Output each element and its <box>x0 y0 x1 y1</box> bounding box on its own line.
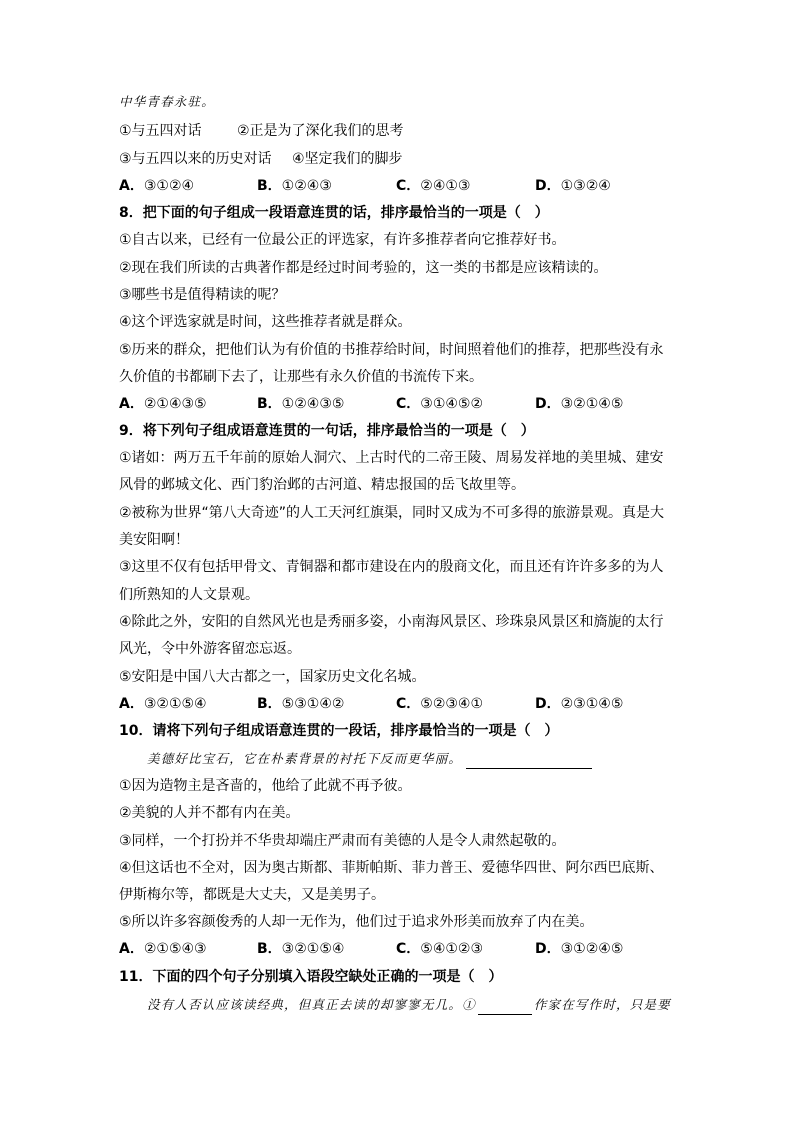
q11-blank-1[interactable] <box>478 1000 532 1015</box>
q8-sentence-3: ③哪些书是值得精读的呢？ <box>119 287 286 303</box>
q7-option-d[interactable]: D．①③②④ <box>535 178 611 194</box>
q11-stem: 11．下面的四个句子分别填入语段空缺处正确的一项是（ ） <box>119 969 503 985</box>
q7-option-a[interactable]: A．③①②④ <box>119 178 195 194</box>
q7-item-4: ④坚定我们的脚步 <box>292 151 403 167</box>
q9-sentence-4a: ④除此之外，安阳的自然风光也是秀丽多姿，小南海风景区、珍珠泉风景区和旖旎的太行 <box>119 614 664 630</box>
q7-item-3: ③与五四以来的历史对话 <box>119 151 272 167</box>
q11-lead-text-b: 作家在写作时，只是要 <box>533 997 671 1012</box>
q7-item-row-2 <box>119 149 679 169</box>
q9-stem: 9．将下列句子组成语意连贯的一句话，排序最恰当的一项是（ ） <box>119 423 535 439</box>
q10-option-a[interactable]: A．②①⑤④③ <box>119 941 207 957</box>
q8-option-a[interactable]: A．②①④③⑤ <box>119 396 207 412</box>
q9-sentence-2b: 美安阳啊！ <box>119 532 189 548</box>
q10-stem: 10．请将下列句子组成语意连贯的一段话，排序最恰当的一项是（ ） <box>119 723 559 739</box>
q8-option-d[interactable]: D．③②①④⑤ <box>535 396 624 412</box>
q9-option-d[interactable]: D．②③①④⑤ <box>535 696 624 712</box>
q8-option-b[interactable]: B．①②④③⑤ <box>257 396 345 412</box>
q10-option-b[interactable]: B．③②①⑤④ <box>257 941 345 957</box>
q11-lead-line <box>147 995 707 1015</box>
q9-sentence-5: ⑤安阳是中国八大古都之一，国家历史文化名城。 <box>119 669 426 685</box>
q10-sentence-4a: ④但这话也不全对，因为奥古斯都、菲斯帕斯、菲力普王、爱德华四世、阿尔西巴底斯、 <box>119 860 664 876</box>
q8-sentence-1: ①自古以来，已经有一位最公正的评选家，有许多推荐者向它推荐好书。 <box>119 232 566 248</box>
q10-option-c[interactable]: C．⑤④①②③ <box>396 941 484 957</box>
q10-lead-text: 美德好比宝石，它在朴素背景的衬托下反而更华丽。 <box>147 751 463 766</box>
q9-option-c[interactable]: C．⑤②③④① <box>396 696 484 712</box>
q7-option-c[interactable]: C．②④①③ <box>396 178 471 194</box>
q8-sentence-5b: 久价值的书都刷下去了，让那些有永久价值的书流传下来。 <box>119 369 483 385</box>
q8-sentence-2: ②现在我们所读的古典著作都是经过时间考验的，这一类的书都是应该精读的。 <box>119 260 608 276</box>
q9-option-a[interactable]: A．③②①⑤④ <box>119 696 207 712</box>
q10-sentence-2: ②美貌的人并不都有内在美。 <box>119 805 300 821</box>
q9-sentence-1a: ①诸如：两万五千年前的原始人洞穴、上古时代的二帝王陵、周易发祥地的美里城、建安 <box>119 450 664 466</box>
q10-sentence-3: ③同样，一个打扮并不华贵却端庄严肃而有美德的人是令人肃然起敬的。 <box>119 833 566 849</box>
q10-sentence-5: ⑤所以许多容颜俊秀的人却一无作为，他们过于追求外形美而放弃了内在美。 <box>119 914 594 930</box>
q11-lead-text-a: 没有人否认应该读经典，但真正去读的却寥寥无几。① <box>147 997 476 1012</box>
q7-item-2: ②正是为了深化我们的思考 <box>237 123 404 139</box>
q7-continuation: 中华青春永驻。 <box>119 94 215 109</box>
q10-lead-line <box>147 749 707 769</box>
q9-sentence-2a: ②被称为世界“第八大奇迹”的人工天河红旗渠，同时又成为不可多得的旅游景观。真是大 <box>119 505 665 521</box>
q10-sentence-4b: 伊斯梅尔等，都既是大丈夫，又是美男子。 <box>119 887 385 903</box>
q8-sentence-5a: ⑤历来的群众，把他们认为有价值的书推荐给时间，时间照着他们的推荐，把那些没有永 <box>119 342 664 358</box>
q10-option-d[interactable]: D．③①②④⑤ <box>535 941 624 957</box>
q9-sentence-1b: 风骨的邺城文化、西门豹治邺的古河道、精忠报国的岳飞故里等。 <box>119 477 525 493</box>
q8-option-c[interactable]: C．③①④⑤② <box>396 396 484 412</box>
q8-sentence-4: ④这个评选家就是时间，这些推荐者就是群众。 <box>119 314 412 330</box>
q9-option-b[interactable]: B．⑤③①④② <box>257 696 345 712</box>
q7-item-1: ①与五四对话 <box>119 123 202 139</box>
q7-option-b[interactable]: B．①②④③ <box>257 178 332 194</box>
q9-sentence-4b: 风光，令中外游客留恋忘返。 <box>119 641 301 657</box>
q9-sentence-3b: 们所熟知的人文景观。 <box>119 587 259 603</box>
q10-answer-blank[interactable] <box>466 754 592 769</box>
q7-item-row-1 <box>119 121 679 141</box>
q8-stem: 8．把下面的句子组成一段语意连贯的话，排序最恰当的一项是（ ） <box>119 205 549 221</box>
q10-sentence-1: ①因为造物主是吝啬的，他给了此就不再予彼。 <box>119 778 412 794</box>
q9-sentence-3a: ③这里不仅有包括甲骨文、青铜器和都市建设在内的殷商文化，而且还有许许多多的为人 <box>119 559 664 575</box>
